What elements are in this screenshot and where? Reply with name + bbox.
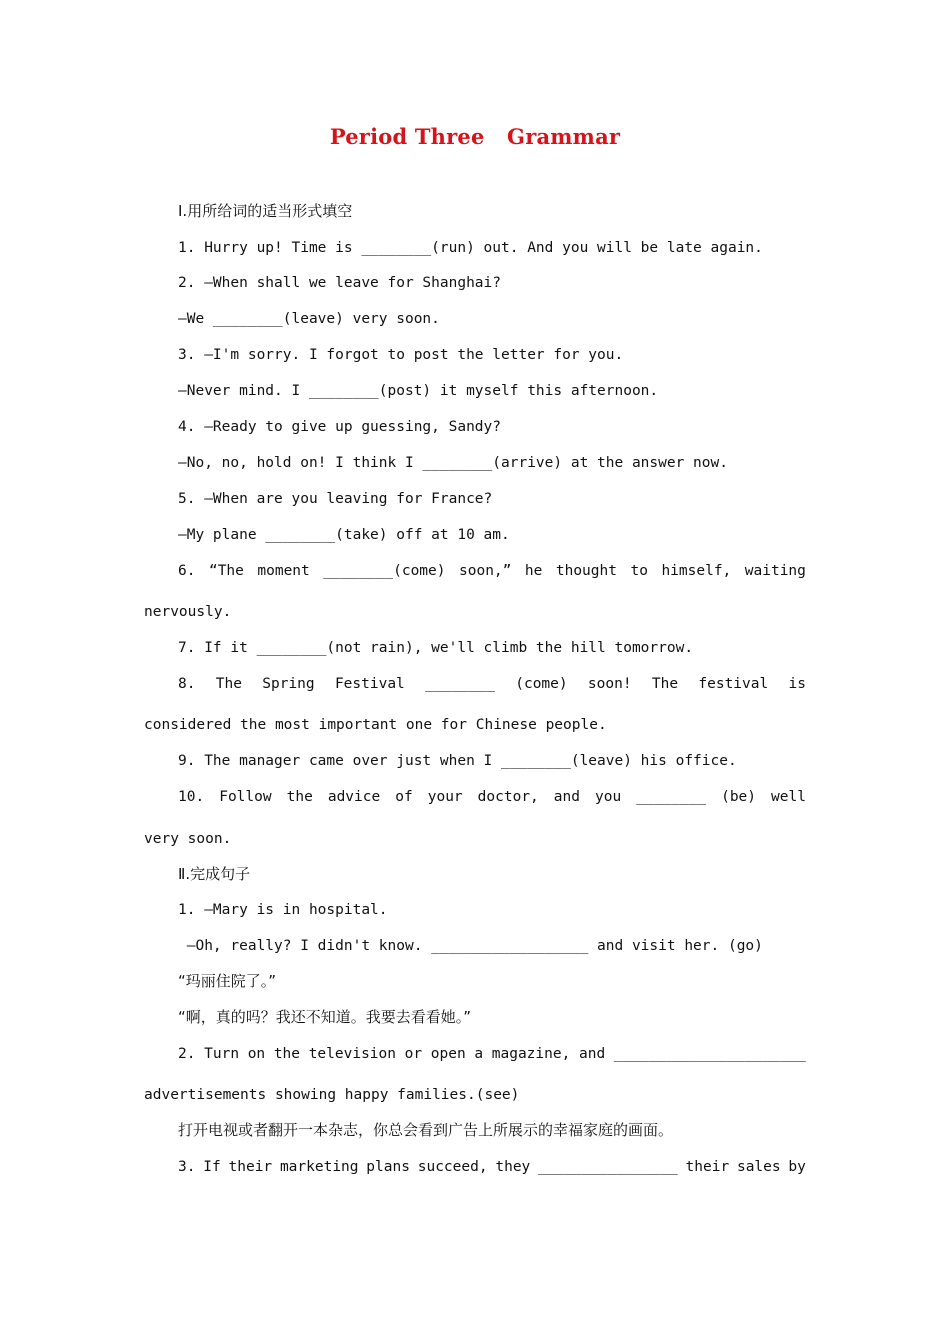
exercise-line: —Oh, really? I didn't know. __________________ and visit her. (go) (178, 938, 763, 954)
exercise-line: 1. Hurry up! Time is ________(run) out. And you will be late again. (178, 240, 763, 256)
translation-line: “玛丽住院了。” (178, 972, 277, 990)
section-2-heading: Ⅱ.完成句子 (178, 865, 251, 883)
translation-line: “啊，真的吗？我还不知道。我要去看看她。” (178, 1008, 472, 1026)
exercise-line: very soon. (144, 831, 232, 847)
exercise-line: considered the most important one for Chinese people. (144, 717, 607, 733)
exercise-line: 3. —I'm sorry. I forgot to post the letter for you. (178, 347, 624, 363)
exercise-line-justified: 10. Follow the advice of your doctor, and you ________ (be) well (178, 789, 806, 805)
exercise-line: advertisements showing happy families.(see) (144, 1087, 520, 1103)
section-1-heading: Ⅰ.用所给词的适当形式填空 (178, 202, 353, 220)
exercise-line: 1. —Mary is in hospital. (178, 902, 388, 918)
exercise-line: 9. The manager came over just when I ________(leave) his office. (178, 753, 737, 769)
exercise-line-justified: 6. “The moment ________(come) soon,” he thought to himself, waiting (178, 563, 806, 579)
exercise-line: 4. —Ready to give up guessing, Sandy? (178, 419, 502, 435)
exercise-line: —We ________(leave) very soon. (178, 311, 440, 327)
exercise-line-justified: 8. The Spring Festival ________ (come) soon! The festival is (178, 676, 806, 692)
exercise-line: 7. If it ________(not rain), we'll climb the hill tomorrow. (178, 640, 694, 656)
exercise-line-justified: 3. If their marketing plans succeed, they ________________ their sales by (178, 1159, 806, 1175)
exercise-line: 5. —When are you leaving for France? (178, 491, 493, 507)
exercise-line: nervously. (144, 604, 232, 620)
exercise-line: —No, no, hold on! I think I ________(arrive) at the answer now. (178, 455, 728, 471)
translation-line: 打开电视或者翻开一本杂志，你总会看到广告上所展示的幸福家庭的画面。 (178, 1121, 674, 1139)
page-title: Period Three Grammar (329, 124, 621, 149)
exercise-line: 2. —When shall we leave for Shanghai? (178, 275, 502, 291)
exercise-line: —Never mind. I ________(post) it myself this afternoon. (178, 383, 659, 399)
exercise-line-justified: 2. Turn on the television or open a magazine, and ______________________ (178, 1046, 806, 1062)
exercise-line: —My plane ________(take) off at 10 am. (178, 527, 510, 543)
